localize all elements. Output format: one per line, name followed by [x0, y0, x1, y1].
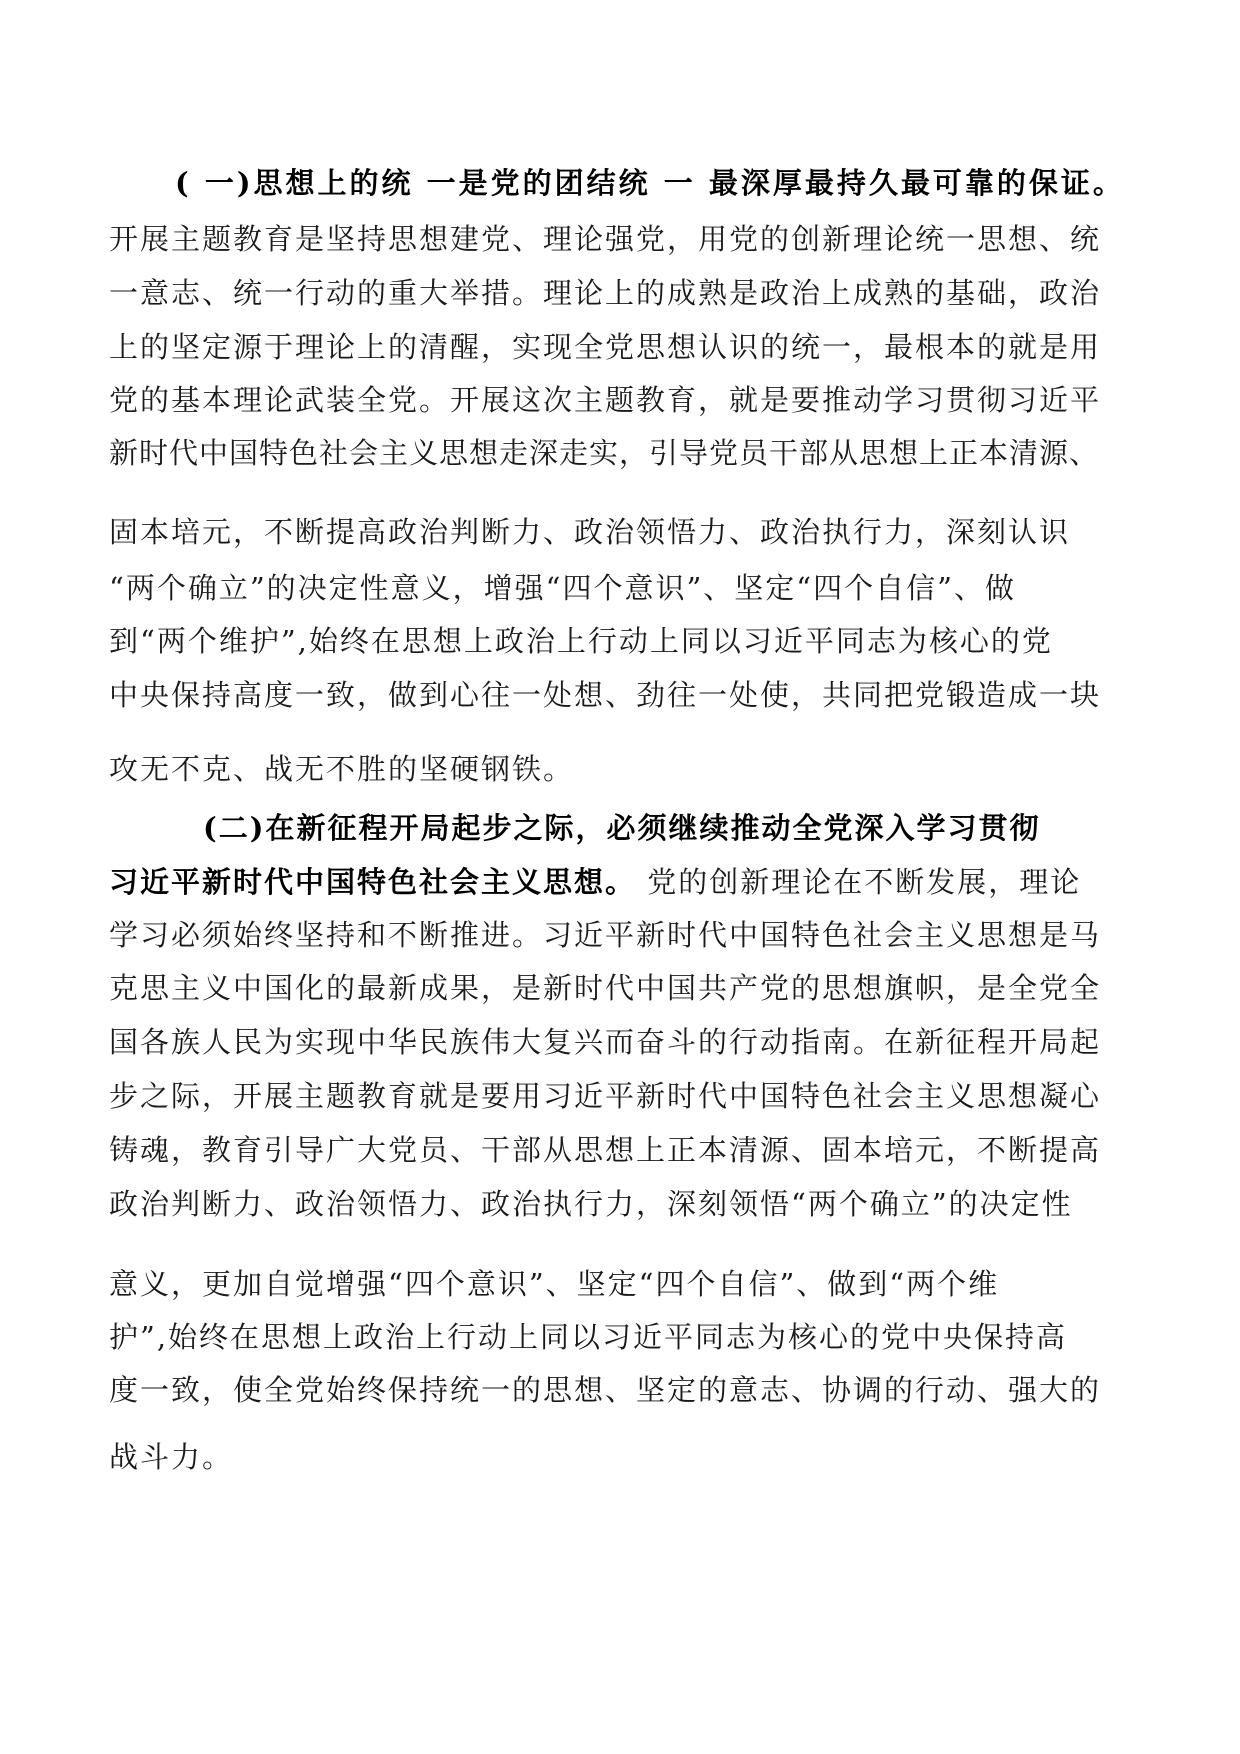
paragraph-line: 铸魂，教育引导广大党员、干部从思想上正本清源、固本培元，不断提高 — [109, 1133, 1102, 1167]
paragraph-line: 开展主题教育是坚持思想建党、理论强党，用党的创新理论统一思想、统 — [109, 222, 1102, 256]
paragraph-line: 攻无不克、战无不胜的坚硬钢铁。 — [109, 752, 575, 786]
paragraph-line: 国各族人民为实现中华民族伟大复兴而奋斗的行动指南。在新征程开局起 — [109, 1025, 1102, 1059]
paragraph-text: 党的创新理论在不断发展，理论 — [636, 865, 1082, 899]
paragraph-line: 中央保持高度一致，做到心往一处想、劲往一处使，共同把党锻造成一块 — [109, 678, 1102, 712]
paragraph-line: 一意志、统一行动的重大举措。理论上的成熟是政治上成熟的基础，政治 — [109, 276, 1102, 310]
paragraph-line: 护”,始终在思想上政治上行动上同以习近平同志为核心的党中央保持高 — [109, 1320, 1068, 1354]
paragraph-line: 度一致，使全党始终保持统一的思想、坚定的意志、协调的行动、强大的 — [109, 1373, 1102, 1407]
paragraph-line: 上的坚定源于理论上的清醒，实现全党思想认识的统一，最根本的就是用 — [109, 330, 1102, 364]
paragraph-line: 学习必须始终坚持和不断推进。习近平新时代中国特色社会主义思想是马 — [109, 918, 1102, 952]
section2-heading: (二)在新征程开局起步之际，必须继续推动全党深入学习贯彻 — [203, 811, 1041, 845]
paragraph-line: 政治判断力、政治领悟力、政治执行力，深刻领悟“两个确立”的决定性 — [109, 1187, 1073, 1221]
paragraph-line: 到“两个维护”,始终在思想上政治上行动上同以习近平同志为核心的党 — [109, 624, 1053, 658]
paragraph-line: 党的基本理论武装全党。开展这次主题教育，就是要推动学习贯彻习近平 — [109, 383, 1102, 417]
paragraph-line: 新时代中国特色社会主义思想走深走实，引导党员干部从思想上正本清源、 — [109, 436, 1100, 470]
section1-heading: ( 一)思想上的统 一是党的团结统 一 最深厚最持久最可靠的保证。 — [175, 166, 1125, 200]
paragraph-line: 固本培元，不断提高政治判断力、政治领悟力、政治执行力，深刻认识 — [109, 515, 1071, 549]
paragraph-line: “两个确立”的决定性意义，增强“四个意识”、坚定“四个自信”、做 — [109, 571, 1016, 605]
section2-heading-end: 习近平新时代中国特色社会主义思想。 — [109, 865, 637, 899]
paragraph-line: 意义，更加自觉增强“四个意识”、坚定“四个自信”、做到“两个维 — [109, 1267, 1000, 1301]
section2-heading-continuation — [109, 862, 1081, 902]
paragraph-line: 战斗力。 — [109, 1440, 234, 1474]
paragraph-line: 克思主义中国化的最新成果，是新时代中国共产党的思想旗帜，是全党全 — [109, 971, 1102, 1005]
paragraph-line: 步之际，开展主题教育就是要用习近平新时代中国特色社会主义思想凝心 — [109, 1079, 1102, 1113]
